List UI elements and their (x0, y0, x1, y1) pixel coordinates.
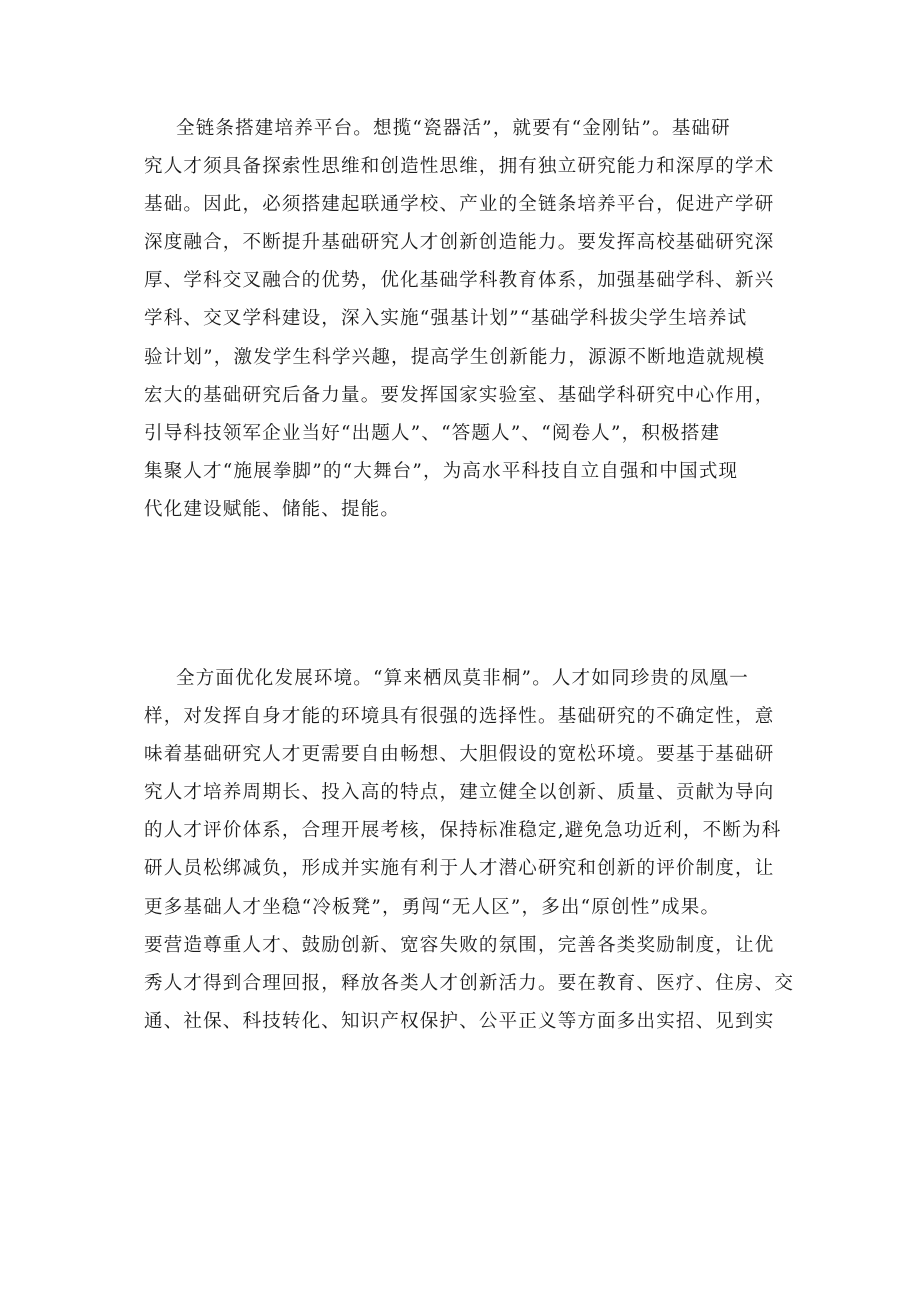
paragraph-line: 味着基础研究人才更需要自由畅想、大胆假设的宽松环境。要基于基础研 (144, 744, 775, 766)
paragraph-line: 全方面优化发展环境。“算来栖凤莫非桐”。人才如同珍贵的凤凰一 (176, 668, 749, 689)
paragraph-line: 全链条搭建培养平台。想揽“瓷器活”，就要有“金刚钻”。基础研 (176, 118, 731, 139)
paragraph-line: 厚、学科交叉融合的优势，优化基础学科教育体系，加强基础学科、新兴 (144, 270, 775, 292)
paragraph-line: 通、社保、科技转化、知识产权保护、公平正义等方面多出实招、见到实 (144, 1010, 775, 1032)
paragraph-line: 究人才培养周期长、投入高的特点，建立健全以创新、质量、贡献为导向 (144, 782, 775, 804)
paragraph-line: 究人才须具备探索性思维和创造性思维，拥有独立研究能力和深厚的学术 (144, 156, 775, 178)
paragraph-talent-platform (144, 110, 784, 529)
paragraph-line: 学科、交叉学科建设，深入实施“强基计划”“基础学科拔尖学生培养试 (144, 308, 748, 330)
paragraph-line: 要营造尊重人才、鼓励创新、宽容失败的氛围，完善各类奖励制度，让优 (144, 934, 775, 956)
paragraph-line: 集聚人才“施展拳脚”的“大舞台”，为高水平科技自立自强和中国式现 (144, 460, 739, 482)
paragraph-line: 深度融合，不断提升基础研究人才创新创造能力。要发挥高校基础研究深 (144, 232, 775, 254)
paragraph-line: 研人员松绑减负，形成并实施有利于人才潜心研究和创新的评价制度，让 (144, 858, 775, 880)
paragraph-development-environment (144, 660, 795, 1041)
paragraph-line: 基础。因此，必须搭建起联通学校、产业的全链条培养平台，促进产学研 (144, 194, 775, 216)
paragraph-line: 更多基础人才坐稳“冷板凳”，勇闯“无人区”，多出“原创性”成果。 (144, 896, 721, 918)
paragraph-line: 样，对发挥自身才能的环境具有很强的选择性。基础研究的不确定性，意 (144, 706, 775, 728)
paragraph-line: 的人才评价体系，合理开展考核，保持标准稳定,避免急功近利，不断为科 (144, 820, 782, 842)
paragraph-line: 引导科技领军企业当好“出题人”、“答题人”、“阅卷人”，积极搭建 (144, 422, 721, 444)
paragraph-line: 宏大的基础研究后备力量。要发挥国家实验室、基础学科研究中心作用， (144, 384, 775, 406)
paragraph-line: 代化建设赋能、储能、提能。 (144, 498, 401, 520)
paragraph-line: 验计划”，激发学生科学兴趣，提高学生创新能力，源源不断地造就规模 (144, 346, 766, 368)
paragraph-line: 秀人才得到合理回报，释放各类人才创新活力。要在教育、医疗、住房、交 (144, 972, 795, 994)
